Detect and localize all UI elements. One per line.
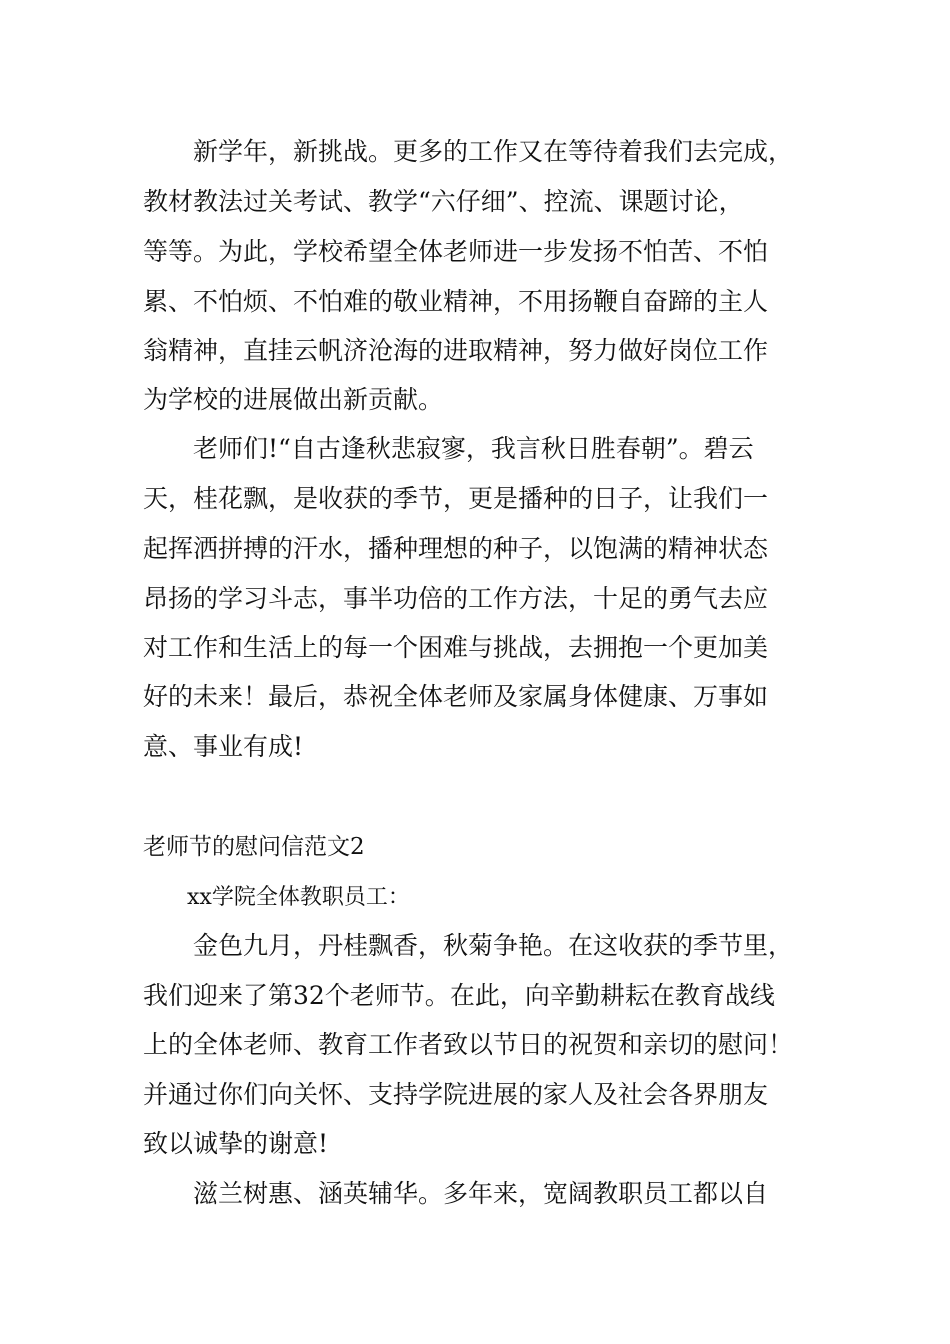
paragraph-line: 新学年，新挑战。更多的工作又在等待着我们去完成， <box>143 137 794 166</box>
paragraph-line: 昂扬的学习斗志，事半功倍的工作方法，十足的勇气去应 <box>143 584 769 613</box>
salutation: xx学院全体教职员工： <box>143 885 410 910</box>
paragraph-line: 滋兰树惠、涵英辅华。多年来，宽阔教职员工都以自 <box>143 1179 769 1208</box>
paragraph-line: 金色九月，丹桂飘香，秋菊争艳。在这收获的季节里， <box>143 931 794 960</box>
paragraph-line: 我们迎来了第32个老师节。在此，向辛勤耕耘在教育战线 <box>143 981 775 1010</box>
paragraph-line: 上的全体老师、教育工作者致以节日的祝贺和亲切的慰问！ <box>143 1030 794 1059</box>
section-title: 老师节的慰问信范文2 <box>143 834 365 860</box>
paragraph-line: 为学校的进展做出新贡献。 <box>143 385 444 414</box>
paragraph-line: 致以诚挚的谢意! <box>143 1129 329 1158</box>
paragraph-line: 翁精神，直挂云帆济沧海的进取精神，努力做好岗位工作 <box>143 336 769 365</box>
paragraph-line: 等等。为此，学校希望全体老师进一步发扬不怕苦、不怕 <box>143 237 769 266</box>
paragraph-line: 天，桂花飘，是收获的季节，更是播种的日子，让我们一 <box>143 484 769 513</box>
paragraph-line: 教材教法过关考试、教学“六仔细”、控流、课题讨论， <box>143 187 744 216</box>
paragraph-line: 老师们!“自古逢秋悲寂寥，我言秋日胜春朝”。碧云 <box>143 434 754 463</box>
paragraph-line: 累、不怕烦、不怕难的敬业精神，不用扬鞭自奋蹄的主人 <box>143 287 769 316</box>
paragraph-line: 起挥洒拼搏的汗水，播种理想的种子，以饱满的精神状态 <box>143 534 769 563</box>
paragraph-line: 意、事业有成! <box>143 732 304 761</box>
paragraph-line: 好的未来！最后，恭祝全体老师及家属身体健康、万事如 <box>143 682 769 711</box>
paragraph-line: 对工作和生活上的每一个困难与挑战，去拥抱一个更加美 <box>143 633 769 662</box>
paragraph-line: 并通过你们向关怀、支持学院进展的家人及社会各界朋友 <box>143 1080 769 1109</box>
